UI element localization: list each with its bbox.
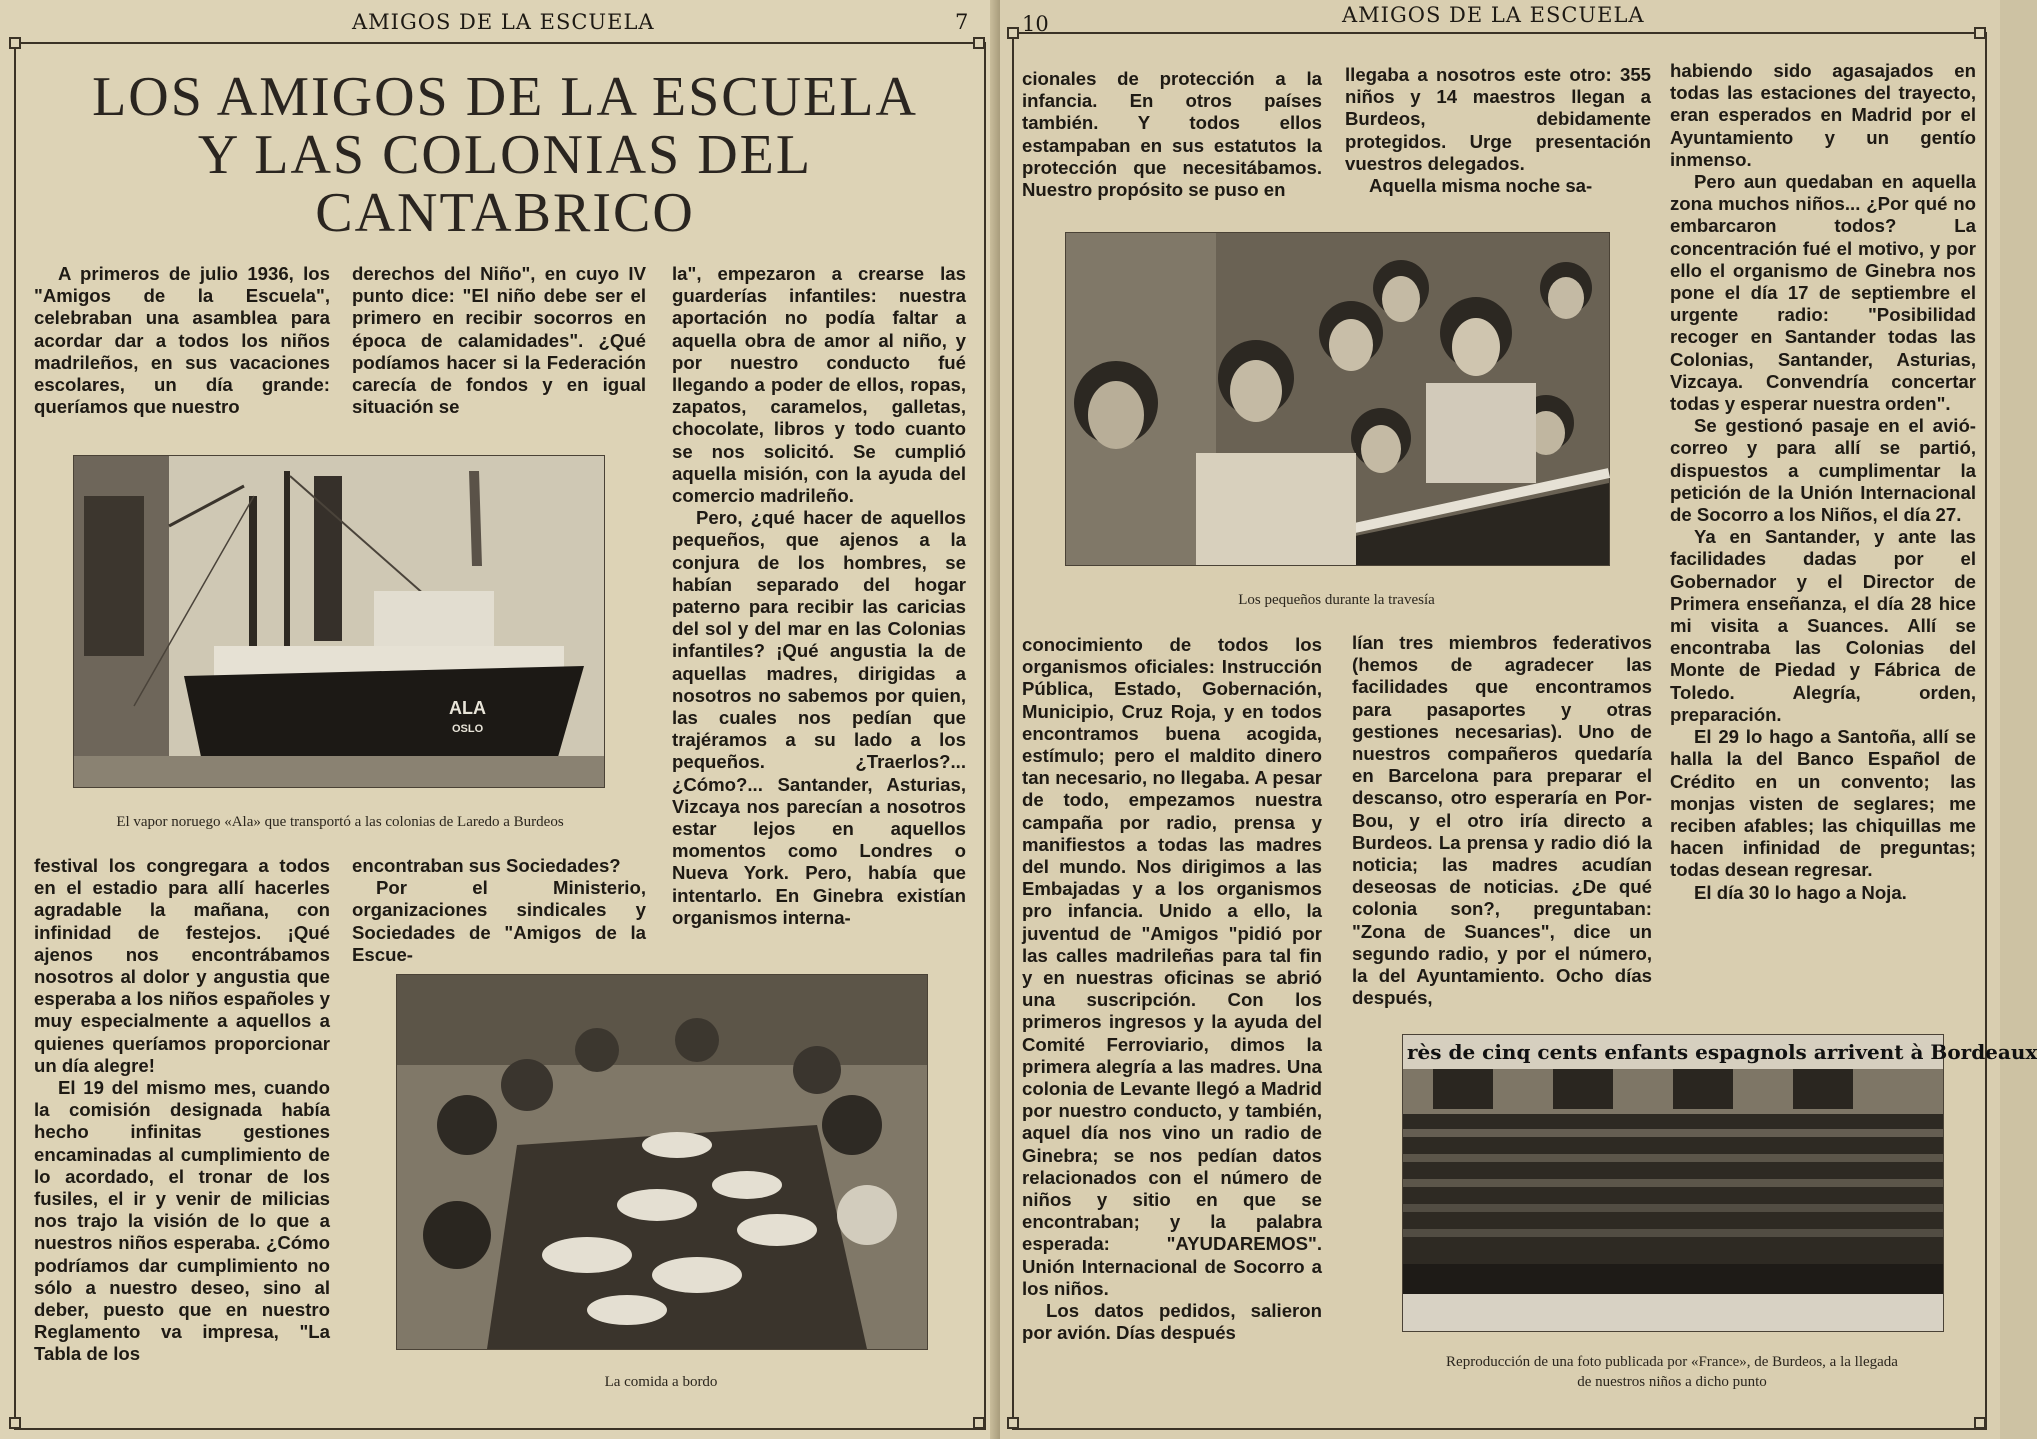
running-head-right: AMIGOS DE LA ESCUELA — [1342, 3, 1645, 27]
ship-photo — [73, 455, 605, 788]
paragraph: Ya en Santander, y ante las facilidades dadas por el Gobernador y el Director de Primera enseñanza, el día 28 hice mi visita a Suances. Allí se encontraba las Colonias del Monte de Piedad y Fábrica de Toledo. Alegría, orden, preparación. — [1670, 526, 1976, 725]
caption-line: Reproducción de una foto publicada por «France», de Burdeos, a la llegada — [1446, 1354, 1898, 1370]
paragraph: Por el Ministerio, organizaciones sindicales y Sociedades de "Amigos de la Escue- — [352, 877, 646, 965]
page-number-left: 7 — [955, 10, 969, 34]
paragraph: El día 30 lo hago a Noja. — [1694, 881, 1907, 903]
title-line: LOS AMIGOS DE LA ESCUELA — [92, 66, 918, 128]
frame-corner — [1007, 1417, 1019, 1429]
france-newspaper-photo — [1402, 1034, 2037, 1332]
running-head-left: AMIGOS DE LA ESCUELA — [352, 10, 655, 34]
right-col1-top — [1022, 68, 1322, 201]
ship-port-text: OSLO — [452, 723, 484, 735]
france-caption — [1376, 1352, 1968, 1392]
meal-illustration — [397, 975, 927, 1349]
paragraph: A primeros de julio 1936, los "Amigos de la Escuela", celebraban una asamblea para acordar dar a todos los niños madrileños, en sus vacaciones escolares, un día grande: queríamos que nuestro — [34, 263, 330, 418]
frame-corner — [1974, 1417, 1986, 1429]
right-col3 — [1670, 60, 1976, 904]
left-col1-top — [34, 263, 330, 418]
paragraph: llegaba a nosotros este otro: 355 niños y 14 maestros llegan a Burdeos, debidamente protegidos. Urge presentación vuestros delegados. — [1345, 64, 1651, 174]
title-line: CANTABRICO — [315, 182, 695, 244]
right-col2-top — [1345, 64, 1651, 197]
page-number-right: 10 — [1022, 12, 1049, 36]
ship-illustration — [74, 456, 604, 787]
left-col1-bottom — [34, 855, 330, 1366]
frame-corner — [1007, 27, 1019, 39]
paragraph: El 19 del mismo mes, cuando la comisión designada había hecho infinitas gestiones encaminadas al cumplimiento de lo acordado, el tronar de los fusiles, el ir y venir de milicias nos trajo la visión de lo que a nuestros niños esperaba. ¿Cómo podríamos dar cumplimiento no sólo a nuestro deseo, sino al deber, puesto que en nuestro Reglamento va impresa, "La Tabla de los — [34, 1077, 330, 1365]
crowd-illustration — [1403, 1069, 1943, 1331]
left-page — [0, 0, 1000, 1439]
ship-caption: El vapor noruego «Ala» que transportó a las colonias de Laredo a Burdeos — [116, 814, 564, 830]
paragraph: conocimiento de todos los organismos oficiales: Instrucción Pública, Estado, Gobernación, Municipio, Cruz Roja, y en todos encontramos buena acogida, estímulo; pero el maldito dinero tan necesario, no llegaba. A pesar de todo, empezamos nuestra campaña por radio, prensa y manifiestos a todas las madres del mundo. Nos dirigimos a las Embajadas y a los organismos pro infancia. Unido a ello, la juventud de "Amigos "pidió por las calles madrileñas para tal fin y en nuestras oficinas se abrió una suscripción. Con los primeros ingresos y la ayuda del Comité Ferroviario, dimos la primera alegría a las madres. Una colonia de Levante llegó a Madrid por nuestro conducto, y también, aquel día nos vino un radio de Ginebra; se nos pedían datos relacionados con el número de niños y sitio en que se encontraban; y la palabra esperada: "AYUDAREMOS". Unión Internacional de Socorro a los niños. — [1022, 634, 1322, 1299]
paragraph: Pero aun quedaban en aquella zona muchos niños... ¿Por qué no embarcaron todos? La concentración fué el motivo, y por ello el organismo de Ginebra nos pone el día 17 de septiembre el urgente radio: "Posibilidad recoger en Santander todas las Colonias, Santander, Asturias, Vizcaya. Convendría concertar todas y esperar nuestra orden". — [1670, 171, 1976, 415]
left-col2-bottom — [352, 855, 646, 966]
paragraph: habiendo sido agasajados en todas las estaciones del trayecto, eran esperados en Madrid por el Ayuntamiento y un gentío inmenso. — [1670, 60, 1976, 170]
france-headline: rès de cinq cents enfants espagnols arrivent à Bordeaux — [1403, 1035, 1943, 1069]
caption-line: de nuestros niños a dicho punto — [1577, 1374, 1767, 1390]
frame-corner — [1974, 27, 1986, 39]
paragraph: derechos del Niño", en cuyo IV punto dice: "El niño debe ser el primero en recibir socorros en época de calamidades". ¿Qué podíamos hacer si la Federación carecía de fondos y en igual situación se — [352, 263, 646, 418]
frame-corner — [9, 37, 21, 49]
ship-name-text: ALA — [449, 698, 486, 718]
meal-caption: La comida a bordo — [604, 1374, 718, 1390]
frame-corner — [9, 1417, 21, 1429]
paragraph: Los datos pedidos, salieron por avión. Días después — [1022, 1300, 1322, 1344]
paragraph: Se gestionó pasaje en el avió-correo y para allí se partió, dispuestos a cumplimentar la petición de la Unión Internacional de Socorro a los Niños, el día 27. — [1670, 415, 1976, 526]
paragraph: encontraban sus Sociedades? — [352, 855, 621, 876]
kids-illustration — [1066, 233, 1609, 565]
paragraph: festival los congregara a todos en el estadio para allí hacerles agradable la mañana, con infinidad de festejos. ¡Qué ajenos nos encontrábamos nosotros al dolor y angustia que esperaba a los niños españoles y muy especialmente a aquellos a quienes queríamos proporcionar un día alegre! — [34, 855, 330, 1076]
right-col2-bottom — [1352, 632, 1652, 1009]
paragraph: lían tres miembros federativos (hemos de agradecer las facilidades que encontramos para pasaportes y otras gestiones necesarias). Uno de nuestros compañeros quedaría en Barcelona para preparar el descanso, otro esperaría en Por-Bou, y el otro iría directo a Burdeos. La prensa y radio dió la noticia; las madres acudían deseosas de noticias. ¿De qué colonia son?, preguntaban: "Zona de Suances", dice un segundo radio, y por el número, la del Ayuntamiento. Ocho días después, — [1352, 632, 1652, 1009]
paragraph: El 29 lo hago a Santoña, allí se halla la del Banco Español de Crédito en un convento; las monjas visten de seglares; me reciben afables; las chiquillas me hacen infinidad de preguntas; todas desean regresar. — [1670, 726, 1976, 881]
left-col3 — [672, 263, 966, 929]
right-col1-bottom — [1022, 634, 1322, 1345]
paragraph: Aquella misma noche sa- — [1369, 175, 1593, 197]
kids-photo — [1065, 232, 1610, 566]
kids-caption: Los pequeños durante la travesía — [1238, 592, 1435, 608]
article-title — [40, 68, 970, 242]
frame-corner — [973, 1417, 985, 1429]
title-line: Y LAS COLONIAS DEL — [197, 124, 813, 186]
paragraph: cionales de protección a la infancia. En otros países también. Y todos ellos estampaban en sus estatutos la protección que necesitábamos. Nuestro propósito se puso en — [1022, 68, 1322, 201]
left-col2-top — [352, 263, 646, 418]
paragraph: Pero, ¿qué hacer de aquellos pequeños, que ajenos a la conjura de los hombres, se habían separado del hogar paterno para recibir las caricias del sol y del mar en las Colonias infantiles? ¡Qué angustia la de aquellas madres, dirigidas a nosotros no sabemos por quien, las cuales nos pedían que trajéramos a su lado a los pequeños. ¿Traerlos?... ¿Cómo?... Santander, Asturias, Vizcaya nos parecían a nosotros estar lejos en aquellos momentos como Londres o Nueva York. Pero, había que intentarlo. En Ginebra existían organismos interna- — [672, 507, 966, 928]
right-page — [1000, 0, 2037, 1439]
paragraph: la", empezaron a crearse las guarderías infantiles: nuestra aportación no podía faltar a aquella obra de amor al niño, y por nuestro conducto fué llegando a poder de ellos, ropas, zapatos, caramelos, galletas, chocolate, libros y todo cuanto se nos solicitó. Se cumplió aquella misión, con la ayuda del comercio madrileño. — [672, 263, 966, 507]
meal-photo — [396, 974, 928, 1350]
frame-corner — [973, 37, 985, 49]
